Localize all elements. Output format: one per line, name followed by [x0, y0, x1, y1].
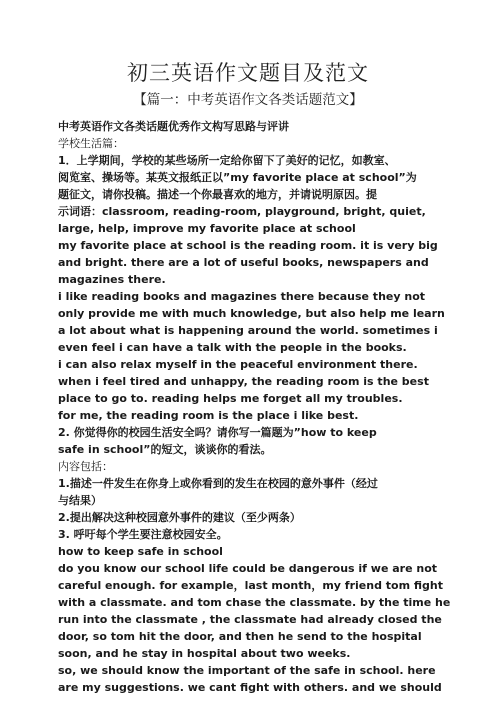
text-line: only provide me with much knowledge, but also help me learn: [58, 307, 445, 320]
text-line: 示词语：classroom, reading-room, playground, bright, quiet,: [58, 205, 426, 218]
document-body: [58, 118, 458, 696]
text-line: soon, and he stay in hospital about two weeks.: [58, 647, 351, 660]
page-subtitle: 【篇一：中考英语作文各类话题范文】: [133, 92, 363, 108]
text-line: even feel i can have a talk with the people in the books.: [58, 341, 407, 354]
text-line: door, so tom hit the door, and then he send to the hospital: [58, 630, 422, 643]
text-line: i can also relax myself in the peaceful environment there.: [58, 358, 418, 371]
text-line: are my suggestions. we cant fight with others. and we should: [58, 681, 442, 694]
text-line: careful enough. for example，last month，my friend tom fight: [58, 579, 444, 592]
text-line: my favorite place at school is the reading room. it is very big: [58, 239, 438, 252]
text-line: 内容包括：: [58, 460, 113, 473]
text-line: with a classmate. and tom chase the classmate. by the time he: [58, 596, 451, 609]
text-line: a lot about what is happening around the world. sometimes i: [58, 324, 438, 337]
text-line: run into the classmate , the classmate had already closed the: [58, 613, 442, 626]
page-title: 初三英语作文题目及范文: [127, 61, 369, 85]
text-line: when i feel tired and unhappy, the reading room is the best: [58, 375, 429, 388]
topic-heading: 学校生活篇：: [58, 137, 124, 150]
text-line: large, help, improve my favorite place at school: [58, 222, 356, 235]
text-line: so, we should know the important of the safe in school. here: [58, 664, 436, 677]
text-line: 阅览室、操场等。某英文报纸正以”my favorite place at school”为: [58, 171, 417, 184]
text-line: 1.描述一件发生在你身上或你看到的发生在校园的意外事件（经过: [58, 477, 378, 490]
text-line: 3. 呼吁每个学生要注意校园安全。: [58, 528, 228, 541]
text-line: 2. 你觉得你的校园生活安全吗？请你写一篇题为”how to keep: [58, 426, 377, 439]
text-line: and bright. there are a lot of useful books, newspapers and: [58, 256, 429, 269]
text-line: safe in school”的短文，谈谈你的看法。: [58, 443, 272, 456]
text-line: for me, the reading room is the place i like best.: [58, 409, 359, 422]
text-line: 题征文，请你投稿。描述一个你最喜欢的地方，并请说明原因。提: [58, 188, 377, 201]
text-line: do you know our school life could be dangerous if we are not: [58, 562, 438, 575]
section-heading: 中考英语作文各类话题优秀作文构写思路与评讲: [58, 120, 289, 133]
text-line: 2.提出解决这种校园意外事件的建议（至少两条）: [58, 511, 301, 524]
text-line: 与结果）: [58, 494, 102, 507]
text-line: how to keep safe in school: [58, 545, 223, 558]
text-line: magazines there.: [58, 273, 166, 286]
text-line: place to go to. reading helps me forget all my troubles.: [58, 392, 403, 405]
text-line: 1．上学期间，学校的某些场所一定给你留下了美好的记忆，如教室、: [58, 154, 396, 167]
text-line: i like reading books and magazines there because they not: [58, 290, 426, 303]
